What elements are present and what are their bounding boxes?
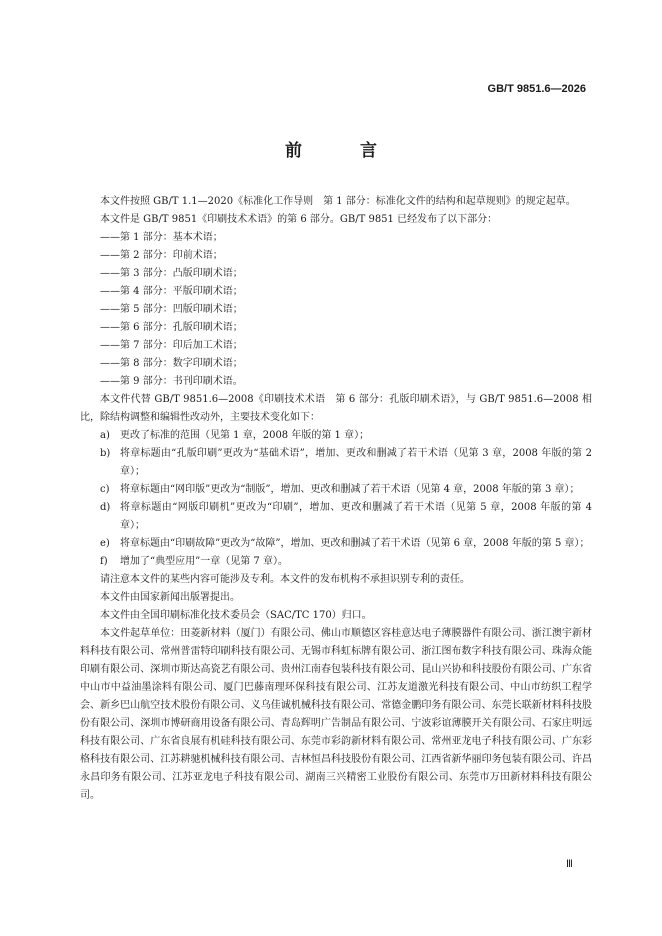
change-item	[80, 553, 592, 571]
change-item	[80, 445, 592, 481]
change-text: 将章标题由“孔版印刷”更改为“基础术语”，增加、更改和删减了若干术语（见第 3 章，2008 年版的第 2 章）；	[120, 448, 592, 477]
part-list-item: ——第 2 部分：印前术语；	[100, 250, 223, 261]
paragraph-drafting-rules: 本文件按照 GB/T 1.1—2020《标准化工作导则 第 1 部分：标准化文件的结构和起草规则》的规定起草。	[100, 196, 576, 207]
change-item	[80, 499, 592, 535]
part-list-item: ——第 9 部分：书刊印刷术语。	[100, 376, 243, 387]
paragraph-patent-notice: 请注意本文件的某些内容可能涉及专利。本文件的发布机构不承担识别专利的责任。	[100, 574, 470, 585]
paragraph-replaces: 本文件代替 GB/T 9851.6—2008《印刷技术术语 第 6 部分：孔版印刷术语》，与 GB/T 9851.6—2008 相比，除结构调整和编辑性改动外，主要技术变化如下：	[80, 394, 592, 423]
change-label: d)	[100, 502, 111, 513]
change-text: 将章标题由“印刷故障”更改为“故障”，增加、更改和删减了若干术语（见第 6 章，2008 年版的第 5 章）；	[120, 538, 590, 549]
change-text: 增加了“典型应用”一章（见第 7 章）。	[120, 556, 288, 567]
change-text: 更改了标准的范围（见第 1 章，2008 年版的第 1 章）；	[120, 430, 370, 441]
part-list-item: ——第 6 部分：孔版印刷术语；	[100, 322, 243, 333]
change-text: 将章标题由“网印版”更改为“制版”，增加、更改和删减了若干术语（见第 4 章，2008 年版的第 3 章）；	[120, 484, 580, 495]
document-body	[80, 193, 592, 805]
paragraph-drafting-units: 本文件起草单位：田菱新材料（厦门）有限公司、佛山市顺德区容桂意达电子薄膜器件有限公司、浙江澳宇新材料科技有限公司、常州普雷特印刷科技有限公司、无锡市科虹标牌有限公司、浙江图布数字科技有限公司、珠海众能印刷有限公司、深圳市斯达高瓷艺有限公司、贵州江南春包装科技有限公司、昆山兴协和科技股份有限公司、广东省中山市中益油墨涂料有限公司、厦门巴藤南理环保科技有限公司、江苏友道激光科技有限公司、中山市纺织工程学会、新乡巴山航空技术股份有限公司、义乌佳诚机械科技有限公司、常德金鹏印务有限公司、东莞长联新材料科技股份有限公司、深圳市博研商用设备有限公司、青岛辉明广告制品有限公司、宁波彩谊薄膜开关有限公司、石家庄明远科技有限公司、广东省良展有机硅科技有限公司、东莞市彩韵新材料有限公司、常州亚龙电子科技有限公司、广东彩格科技有限公司、江苏耕驰机械科技有限公司、吉林恒昌科技股份有限公司、江西省新华丽印务包装有限公司、许昌永昌印务有限公司、江苏亚龙电子科技有限公司、湖南三兴精密工业股份有限公司、东莞市万田新材料科技有限公司。	[80, 628, 592, 801]
change-label: c)	[100, 484, 110, 495]
change-label: a)	[100, 430, 110, 441]
page-number: Ⅲ	[566, 859, 573, 870]
part-list-item: ——第 1 部分：基本术语；	[100, 232, 223, 243]
change-text: 将章标题由“网版印刷机”更改为“印刷”，增加、更改和删减了若干术语（见第 5 章，2008 年版的第 4 章）；	[120, 502, 592, 531]
page-title: 前 言	[285, 141, 403, 161]
standard-code: GB/T 9851.6—2026	[487, 83, 586, 95]
part-list-item: ——第 8 部分：数字印刷术语；	[100, 358, 243, 369]
paragraph-committee: 本文件由全国印刷标准化技术委员会（SAC/TC 170）归口。	[100, 610, 372, 621]
paragraph-part-intro: 本文件是 GB/T 9851《印刷技术术语》的第 6 部分。GB/T 9851 已经发布了以下部分：	[100, 214, 498, 225]
paragraph-proposer: 本文件由国家新闻出版署提出。	[100, 592, 240, 603]
change-item	[80, 427, 592, 445]
change-label: e)	[100, 538, 110, 549]
change-label: f)	[100, 556, 108, 567]
part-list-item: ——第 3 部分：凸版印刷术语；	[100, 268, 243, 279]
part-list-item: ——第 5 部分：凹版印刷术语；	[100, 304, 243, 315]
part-list-item: ——第 4 部分：平版印刷术语；	[100, 286, 243, 297]
change-label: b)	[100, 448, 111, 459]
change-item	[80, 481, 592, 499]
part-list-item: ——第 7 部分：印后加工术语；	[100, 340, 243, 351]
change-item	[80, 535, 592, 553]
